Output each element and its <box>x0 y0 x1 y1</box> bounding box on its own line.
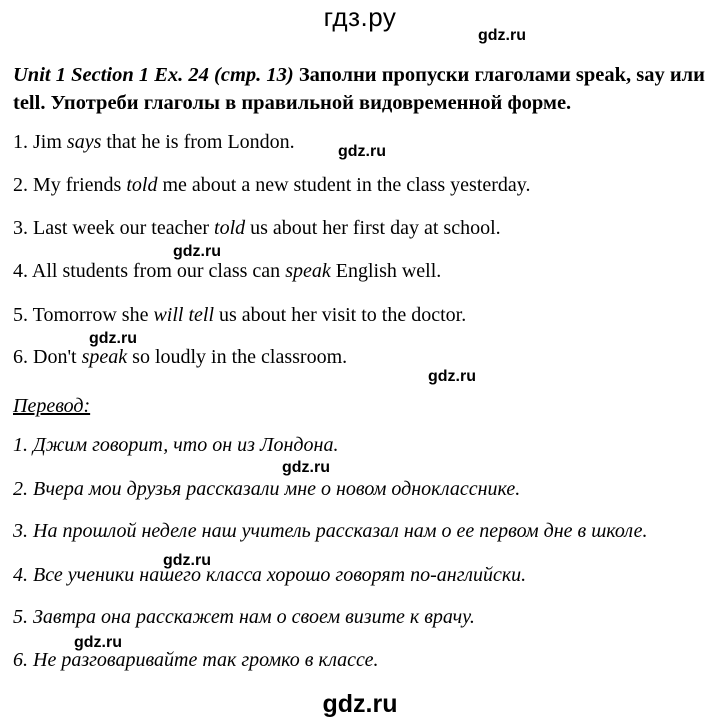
site-watermark-bottom: gdz.ru <box>322 690 398 718</box>
verb-answer: speak <box>285 260 331 282</box>
watermark: gdz.ru <box>338 143 386 160</box>
exercise-heading <box>13 61 713 117</box>
verb-answer: speak <box>81 346 128 368</box>
site-watermark-top: гдз.ру <box>323 2 397 32</box>
watermark: gdz.ru <box>89 330 137 347</box>
watermark: gdz.ru <box>163 552 211 569</box>
watermark: gdz.ru <box>173 243 221 260</box>
translation-line-5: 5. Завтра она расскажет нам о своем визите к врачу. <box>13 606 475 628</box>
translation-line-6: 6. Не разговаривайте так громко в классе. <box>13 649 379 671</box>
translation-line-4: 4. Все ученики нашего класса хорошо говорят по-английски. <box>13 564 527 586</box>
verb-answer: told <box>126 174 158 196</box>
exercise-line-2: 2. My friends told me about a new student in the class yesterday. <box>13 174 531 196</box>
exercise-line-4: 4. All students from our class can speak English well. <box>13 260 442 282</box>
exercise-line-6: 6. Don't speak so loudly in the classroom. <box>13 346 348 368</box>
watermark: gdz.ru <box>282 459 330 476</box>
watermark: gdz.ru <box>428 368 476 385</box>
translation-line-2: 2. Вчера мои друзья рассказали мне о новом однокласснике. <box>13 478 521 500</box>
translation-title: Перевод: <box>13 395 91 417</box>
exercise-line-5: 5. Tomorrow she will tell us about her visit to the doctor. <box>13 304 467 326</box>
translation-line-1: 1. Джим говорит, что он из Лондона. <box>13 434 339 456</box>
exercise-task: Заполни пропуски глаголами speak, say или tell. Употреби глаголы в правильной видовременной форме. <box>13 64 705 114</box>
verb-answer: says <box>66 131 102 153</box>
exercise-line-1: 1. Jim says that he is from London. <box>13 131 295 153</box>
exercise-reference: Unit 1 Section 1 Ex. 24 (стр. 13) <box>13 64 294 86</box>
verb-answer: told <box>214 217 246 239</box>
watermark: gdz.ru <box>478 27 526 44</box>
exercise-line-3: 3. Last week our teacher told us about her first day at school. <box>13 217 501 239</box>
watermark: gdz.ru <box>74 634 122 651</box>
translation-line-3: 3. На прошлой неделе наш учитель рассказал нам о ее первом дне в школе. <box>13 520 648 542</box>
verb-answer: will tell <box>153 304 215 326</box>
